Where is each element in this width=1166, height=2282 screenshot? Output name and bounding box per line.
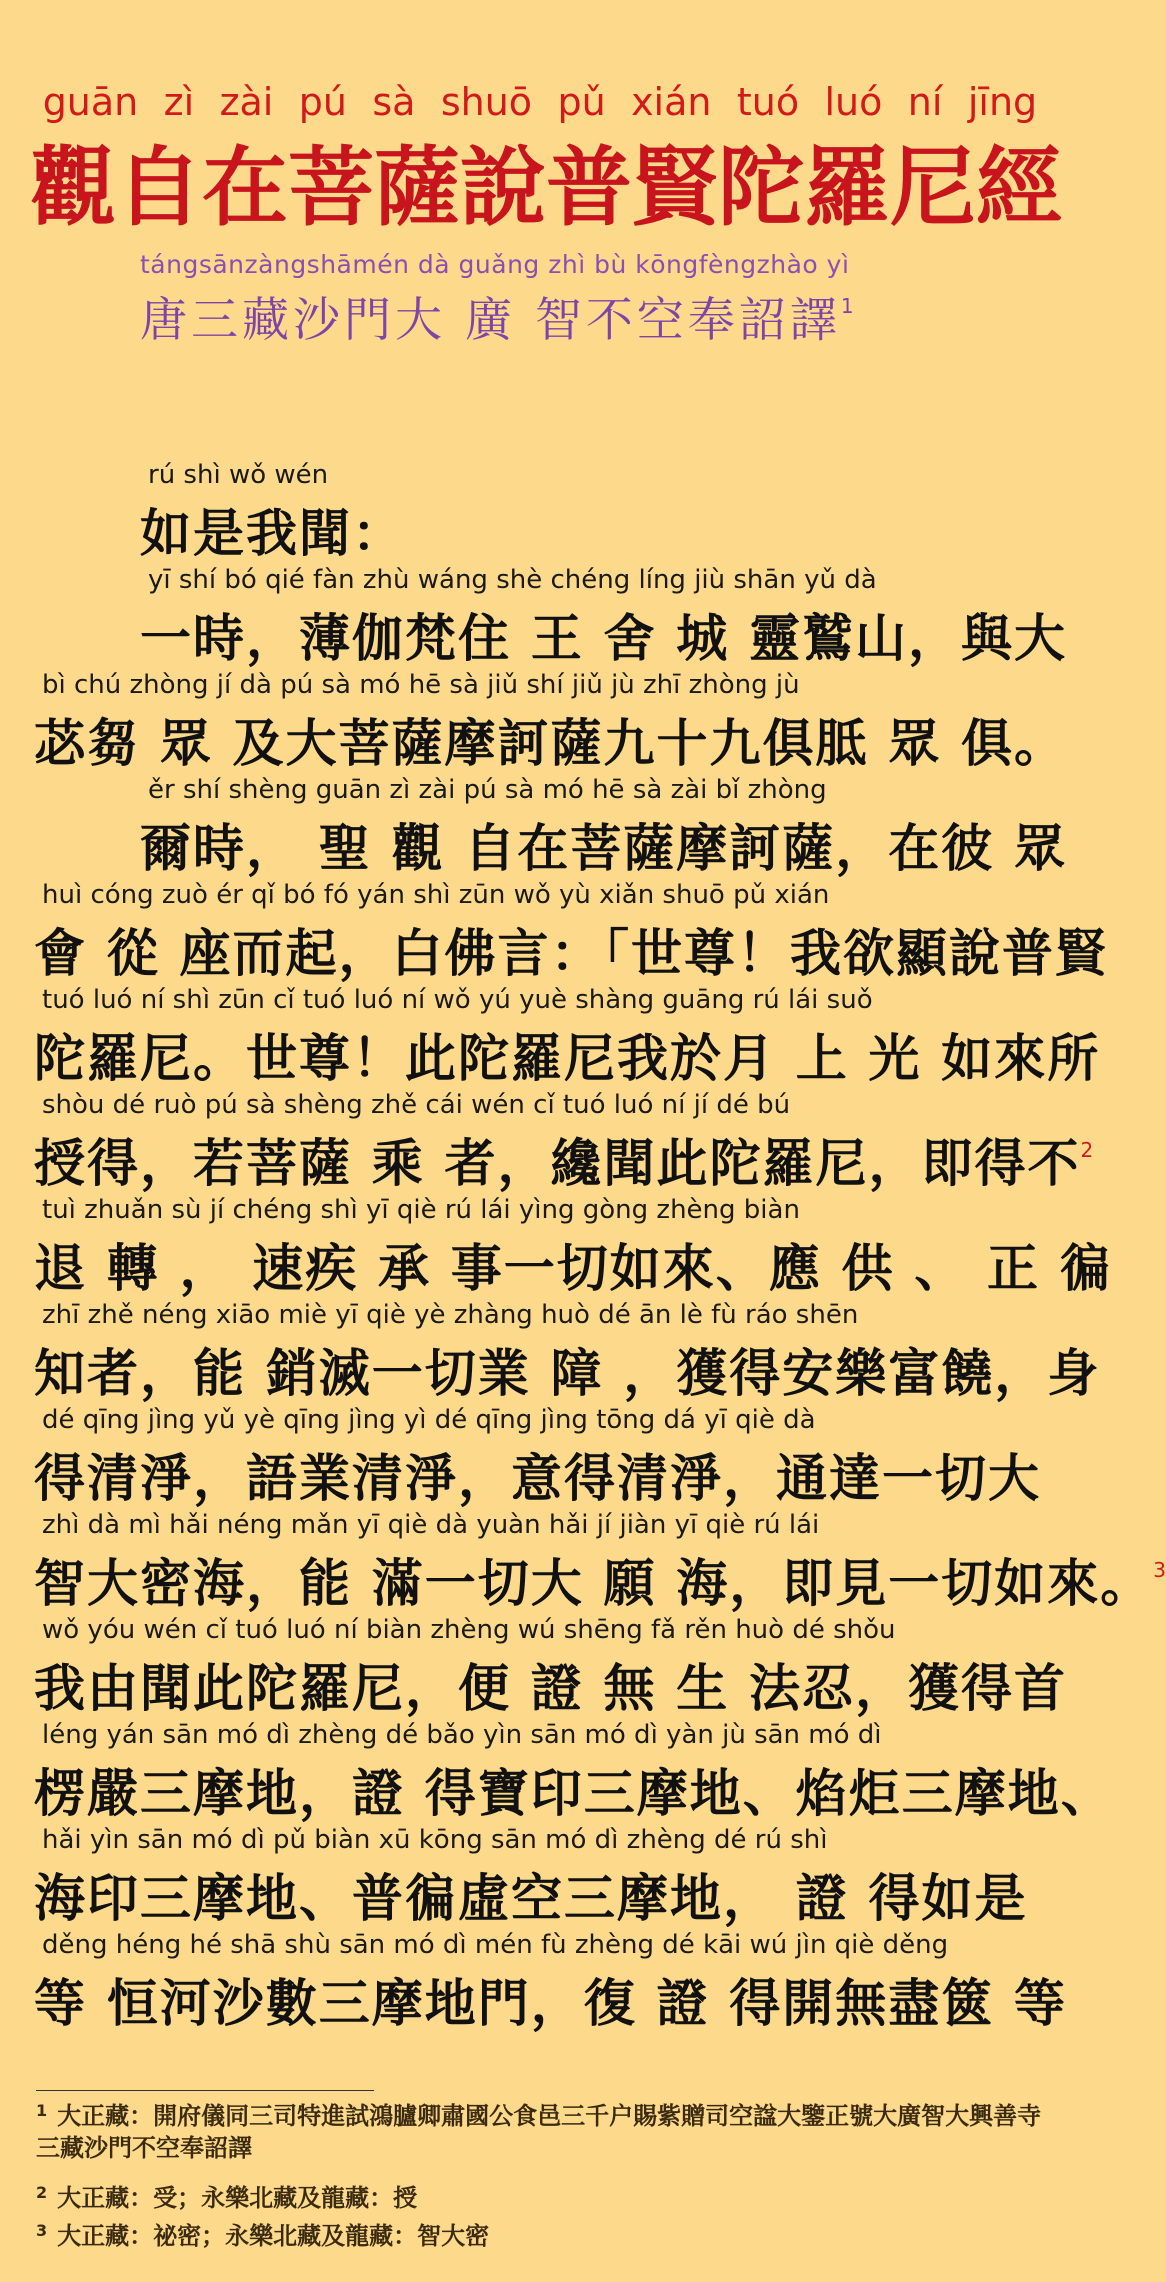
- line-hanzi: [34, 1227, 1113, 1301]
- title-pinyin-syllable: pǔ: [557, 80, 606, 124]
- translator-pinyin: tángsānzàngshāmén dà guǎng zhì bù kōngfèngzhào yì: [140, 250, 850, 279]
- line-pinyin: huì cóng zuò ér qǐ bó fó yán shì zūn wǒ yù xiǎn shuō pǔ xián: [42, 880, 830, 910]
- footnote-text: 大正藏：開府儀同三司特進試鴻臚卿肅國公食邑三千户賜紫贈司空諡大鑒正號大廣智大興善寺三藏沙門不空奉詔譯: [36, 2102, 1042, 2163]
- title-pinyin-syllable: zì: [163, 80, 195, 124]
- title-pinyin-syllable: guān: [42, 80, 139, 124]
- title-char: 說: [460, 137, 546, 238]
- footnote: [36, 2100, 1046, 2165]
- footnote-number: 3: [36, 2221, 48, 2240]
- line-text: 海印三摩地、普徧虛空三摩地， 證 得如是: [34, 1870, 1028, 1929]
- line-hanzi: [34, 1542, 1166, 1616]
- title-pinyin-syllable: jīng: [967, 80, 1038, 124]
- footnote-text: 大正藏：祕密；永樂北藏及龍藏：智大密: [57, 2222, 490, 2250]
- title-pinyin-syllable: sà: [372, 80, 416, 124]
- title-char: 賢: [632, 137, 718, 238]
- line-text: 一時，薄伽梵住 王 舍 城 靈鷲山，與大: [140, 610, 1068, 669]
- title-pinyin-syllable: xián: [631, 80, 712, 124]
- line-hanzi: [34, 1857, 1028, 1931]
- title-pinyin-syllable: shuō: [440, 80, 533, 124]
- line-hanzi: [34, 912, 1108, 986]
- line-text: 授得，若菩薩 乘 者，纔聞此陀羅尼，即得不: [34, 1135, 1081, 1194]
- line-text: 知者，能 銷滅一切業 障 ，獲得安樂富饒，身: [34, 1345, 1101, 1404]
- line-text: 陀羅尼。世尊！此陀羅尼我於月 上 光 如來所: [34, 1030, 1101, 1089]
- line-text: 如是我聞：: [140, 505, 406, 564]
- title-pinyin-syllable: pú: [298, 80, 347, 124]
- line-pinyin: tuì zhuǎn sù jí chéng shì yī qiè rú lái yìng gòng zhèng biàn: [42, 1195, 800, 1225]
- title-char: 自: [116, 137, 202, 238]
- line-hanzi: [34, 1962, 1067, 2036]
- footnote-divider: [36, 2090, 374, 2091]
- line-pinyin: tuó luó ní shì zūn cǐ tuó luó ní wǒ yú yuè shàng guāng rú lái suǒ: [42, 985, 873, 1015]
- line-hanzi: [34, 1122, 1093, 1196]
- translator-text: 唐三藏沙門大 廣 智不空奉詔譯: [140, 293, 841, 348]
- line-hanzi: [34, 1332, 1100, 1406]
- line-hanzi: [34, 1017, 1100, 1091]
- line-text: 苾芻 眾 及大菩薩摩訶薩九十九俱胝 眾 俱。: [34, 715, 1068, 774]
- title-pinyin-syllable: luó: [824, 80, 883, 124]
- line-pinyin: zhì dà mì hǎi néng mǎn yī qiè dà yuàn hǎi jí jiàn yī qiè rú lái: [42, 1510, 820, 1540]
- line-hanzi: [34, 702, 1067, 776]
- title-char: 經: [976, 137, 1062, 238]
- line-hanzi: [34, 1647, 1067, 1721]
- title-char: 尼: [890, 137, 976, 238]
- line-text: 會 從 座而起，白佛言：「世尊！我欲顯說普賢: [34, 925, 1109, 984]
- title-pinyin-syllable: tuó: [736, 80, 800, 124]
- line-hanzi: [140, 807, 1067, 881]
- line-text: 退 轉 ， 速疾 承 事一切如來、應 供 、 正 徧: [34, 1240, 1113, 1299]
- line-pinyin: léng yán sān mó dì zhèng dé bǎo yìn sān mó dì yàn jù sān mó dì: [42, 1720, 882, 1750]
- line-text: 楞嚴三摩地，證 得寶印三摩地、焰炬三摩地、: [34, 1765, 1114, 1824]
- line-pinyin: shòu dé ruò pú sà shèng zhě cái wén cǐ tuó luó ní jí dé bú: [42, 1090, 791, 1120]
- line-pinyin: wǒ yóu wén cǐ tuó luó ní biàn zhèng wú shēng fǎ rěn huò dé shǒu: [42, 1615, 896, 1645]
- line-pinyin: dé qīng jìng yǔ yè qīng jìng yì dé qīng jìng tōng dá yī qiè dà: [42, 1405, 816, 1435]
- line-text: 等 恒河沙數三摩地門，復 證 得開無盡篋 等: [34, 1975, 1068, 2034]
- title-char: 薩: [374, 137, 460, 238]
- page-title: [30, 118, 1062, 242]
- footnote-ref[interactable]: 3: [1153, 1558, 1166, 1582]
- title-pinyin-syllable: ní: [907, 80, 943, 124]
- line-pinyin: bì chú zhòng jí dà pú sà mó hē sà jiǔ shí jiǔ jù zhī zhòng jù: [42, 670, 800, 700]
- footnote: [36, 2182, 1046, 2214]
- line-text: 智大密海，能 滿一切大 願 海，即見一切如來。: [34, 1555, 1154, 1614]
- title-char: 觀: [30, 137, 116, 238]
- line-pinyin: rú shì wǒ wén: [148, 460, 329, 490]
- title-char: 陀: [718, 137, 804, 238]
- title-char: 在: [202, 137, 288, 238]
- line-text: 爾時， 聖 觀 自在菩薩摩訶薩，在彼 眾: [140, 820, 1068, 879]
- footnote-text: 大正藏：受；永樂北藏及龍藏：授: [57, 2184, 418, 2212]
- line-hanzi: [140, 597, 1067, 671]
- title-pinyin-syllable: zài: [219, 80, 274, 124]
- translator-line: [140, 283, 854, 350]
- line-pinyin: zhī zhě néng xiāo miè yī qiè yè zhàng huò dé ān lè fù ráo shēn: [42, 1300, 859, 1330]
- line-text: 得清淨，語業清淨，意得清淨，通達一切大: [34, 1450, 1042, 1509]
- footnote-number: 2: [36, 2183, 48, 2202]
- line-pinyin: děng héng hé shā shù sān mó dì mén fù zhèng dé kāi wú jìn qiè děng: [42, 1930, 949, 1960]
- line-pinyin: yī shí bó qié fàn zhù wáng shè chéng líng jiù shān yǔ dà: [148, 565, 877, 595]
- title-char: 羅: [804, 137, 890, 238]
- line-text: 我由聞此陀羅尼，便 證 無 生 法忍，獲得首: [34, 1660, 1068, 1719]
- line-hanzi: [34, 1437, 1041, 1511]
- footnote-number: 1: [36, 2101, 48, 2120]
- footnote-ref[interactable]: 1: [840, 294, 854, 319]
- line-hanzi: [34, 1752, 1114, 1826]
- line-pinyin: ěr shí shèng guān zì zài pú sà mó hē sà zài bǐ zhòng: [148, 775, 827, 805]
- title-char: 菩: [288, 137, 374, 238]
- title-char: 普: [546, 137, 632, 238]
- line-pinyin: hǎi yìn sān mó dì pǔ biàn xū kōng sān mó dì zhèng dé rú shì: [42, 1825, 828, 1855]
- footnote: [36, 2220, 1046, 2252]
- footnote-ref[interactable]: 2: [1080, 1138, 1094, 1162]
- line-hanzi: [140, 492, 405, 566]
